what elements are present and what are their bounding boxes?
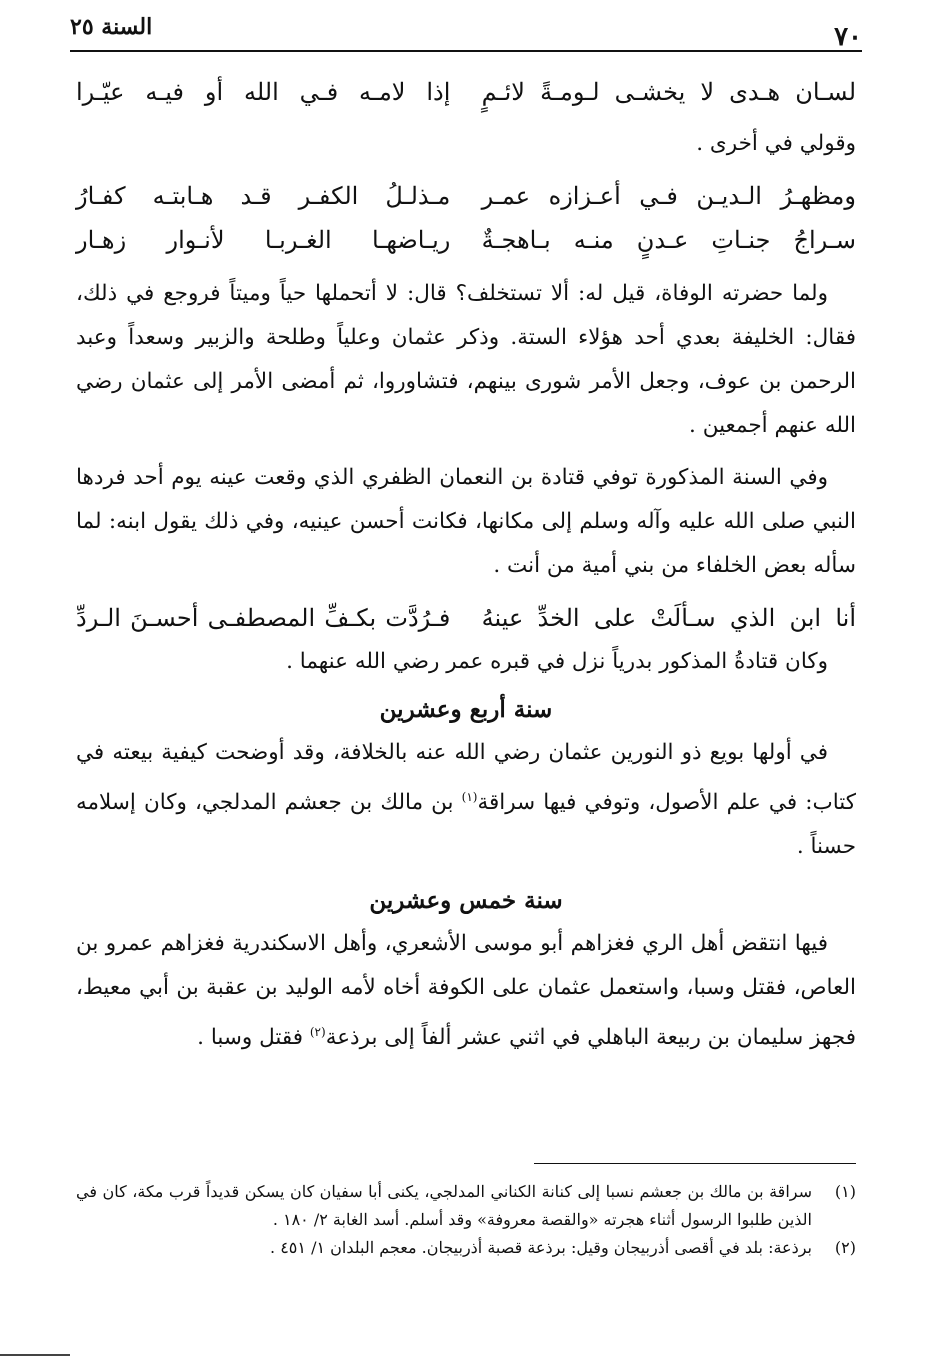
verse-hemistich-first: لسـان هـدى لا يخشـى لـومـةً لائـمٍ [481, 78, 856, 106]
footnote [76, 1178, 856, 1234]
footnote-text: برذعة: بلد في أقصى أذربيجان وقيل: برذعة قصبة أذربيجان. معجم البلدان ١/ ٤٥١ . [270, 1238, 812, 1257]
verse-hemistich-first: سـراجُ جنـاتِ عـدنٍ منـه بـاهجـةٌ [481, 226, 856, 254]
footnote-number: (١) [834, 1182, 856, 1201]
page-header [70, 14, 862, 52]
paragraph: ولما حضرته الوفاة، قيل له: ألا تستخلف؟ قال: لا أتحملها حياً وميتاً فروجع في ذلك، فقال: الخليفة بعدي أحد هؤلاء الستة. وذكر عثمان وعلياً وطلحة والزبير وسعداً وعبد الرحمن بن عوف، وجعل الأمر شورى بينهم، فتشاوروا، ثم أمضى الأمر إلى عثمان رضي الله عنهم أجمعين . [76, 281, 856, 438]
verse-hemistich-second: ريـاضهـا الغـربـا لأنـوار زهـار [76, 226, 451, 254]
verse-line [76, 218, 856, 262]
paragraph-text: فقتل وسبا . [197, 1025, 310, 1051]
section-heading: سنة خمس وعشرين [369, 887, 563, 915]
footnote-separator [534, 1163, 856, 1164]
footnote-reference: (١) [461, 790, 478, 804]
verse-line [76, 70, 856, 114]
main-text [76, 70, 856, 1060]
verse-hemistich-second: إذا لامـه فـي الله أو فيـه عيّـرا [76, 78, 451, 106]
header-rule [70, 50, 862, 52]
footnote-reference: (٢) [309, 1025, 326, 1040]
paragraph-text: بن مالك بن جعشم المدلجي، وكان إسلامه حسناً . [76, 790, 856, 860]
running-title: السنة ٢٥ [70, 14, 153, 40]
paragraph: وكان قتادةُ المذكور بدرياً نزل في قبره عمر رضي الله عنهما . [286, 649, 828, 674]
footnote-text: سراقة بن مالك بن جعشم نسبا إلى كنانة الكناني المدلجي، يكنى أبا سفيان كان يسكن قديداً قرب مكة، كان في الذين طلبوا الرسول أثناء هجرته «والقصة معروفة» وقد أسلم. أسد الغابة ٢/ ١٨٠ . [76, 1182, 812, 1229]
paragraph: وفي السنة المذكورة توفي قتادة بن النعمان الظفري الذي وقعت عينه يوم أحد فردها النبي صلى الله عليه وآله وسلم إلى مكانها، فكانت أحسن عينيه، وفي ذلك يقول ابنه: لما سأله بعض الخلفاء من بني أمية من أنت . [76, 465, 856, 578]
verse-hemistich-second: مـذلـلُ الكفـر قـد هـابتـه كفـارُ [76, 182, 451, 210]
verse-hemistich-first: أنا ابن الذي سـألَتْ على الخدِّ عينهُ [481, 604, 856, 632]
verse-hemistich-second: فـرُدَّت بكـفِّ المصطفـى أحسـنَ الـردِّ [76, 604, 451, 632]
section-heading: سنة أربع وعشرين [379, 696, 553, 723]
verse-intro: وقولي في أخرى . [696, 131, 856, 156]
paragraph [76, 922, 856, 1060]
verse-line [76, 174, 856, 218]
paragraph [76, 731, 856, 869]
paragraph-text: في أولها بويع ذو النورين عثمان رضي الله عنه بالخلافة، وقد أوضحت كيفية بيعته في كتاب: في علم الأصول، وتوفي فيها سراقة [76, 740, 856, 816]
page-number: ٧٠ [834, 22, 862, 52]
footnotes [76, 1178, 856, 1262]
scan-edge-mark [0, 1354, 70, 1368]
verse-hemistich-first: ومظهـرُ الـديـن فـي أعـزازه عمـر [481, 182, 856, 210]
footnote [76, 1234, 856, 1262]
paragraph-text: فيها انتقض أهل الري فغزاهم أبو موسى الأشعري، وأهل الاسكندرية فغزاهم عمرو بن العاص، فقتل وسبا، واستعمل عثمان على الكوفة أخاه لأمه الوليد بن عقبة بن أبي معيط، فجهز سليمان بن ربيعة الباهلي في اثني عشر ألفاً إلى برذعة [76, 931, 856, 1051]
footnote-number: (٢) [834, 1238, 856, 1257]
verse-line [76, 596, 856, 640]
